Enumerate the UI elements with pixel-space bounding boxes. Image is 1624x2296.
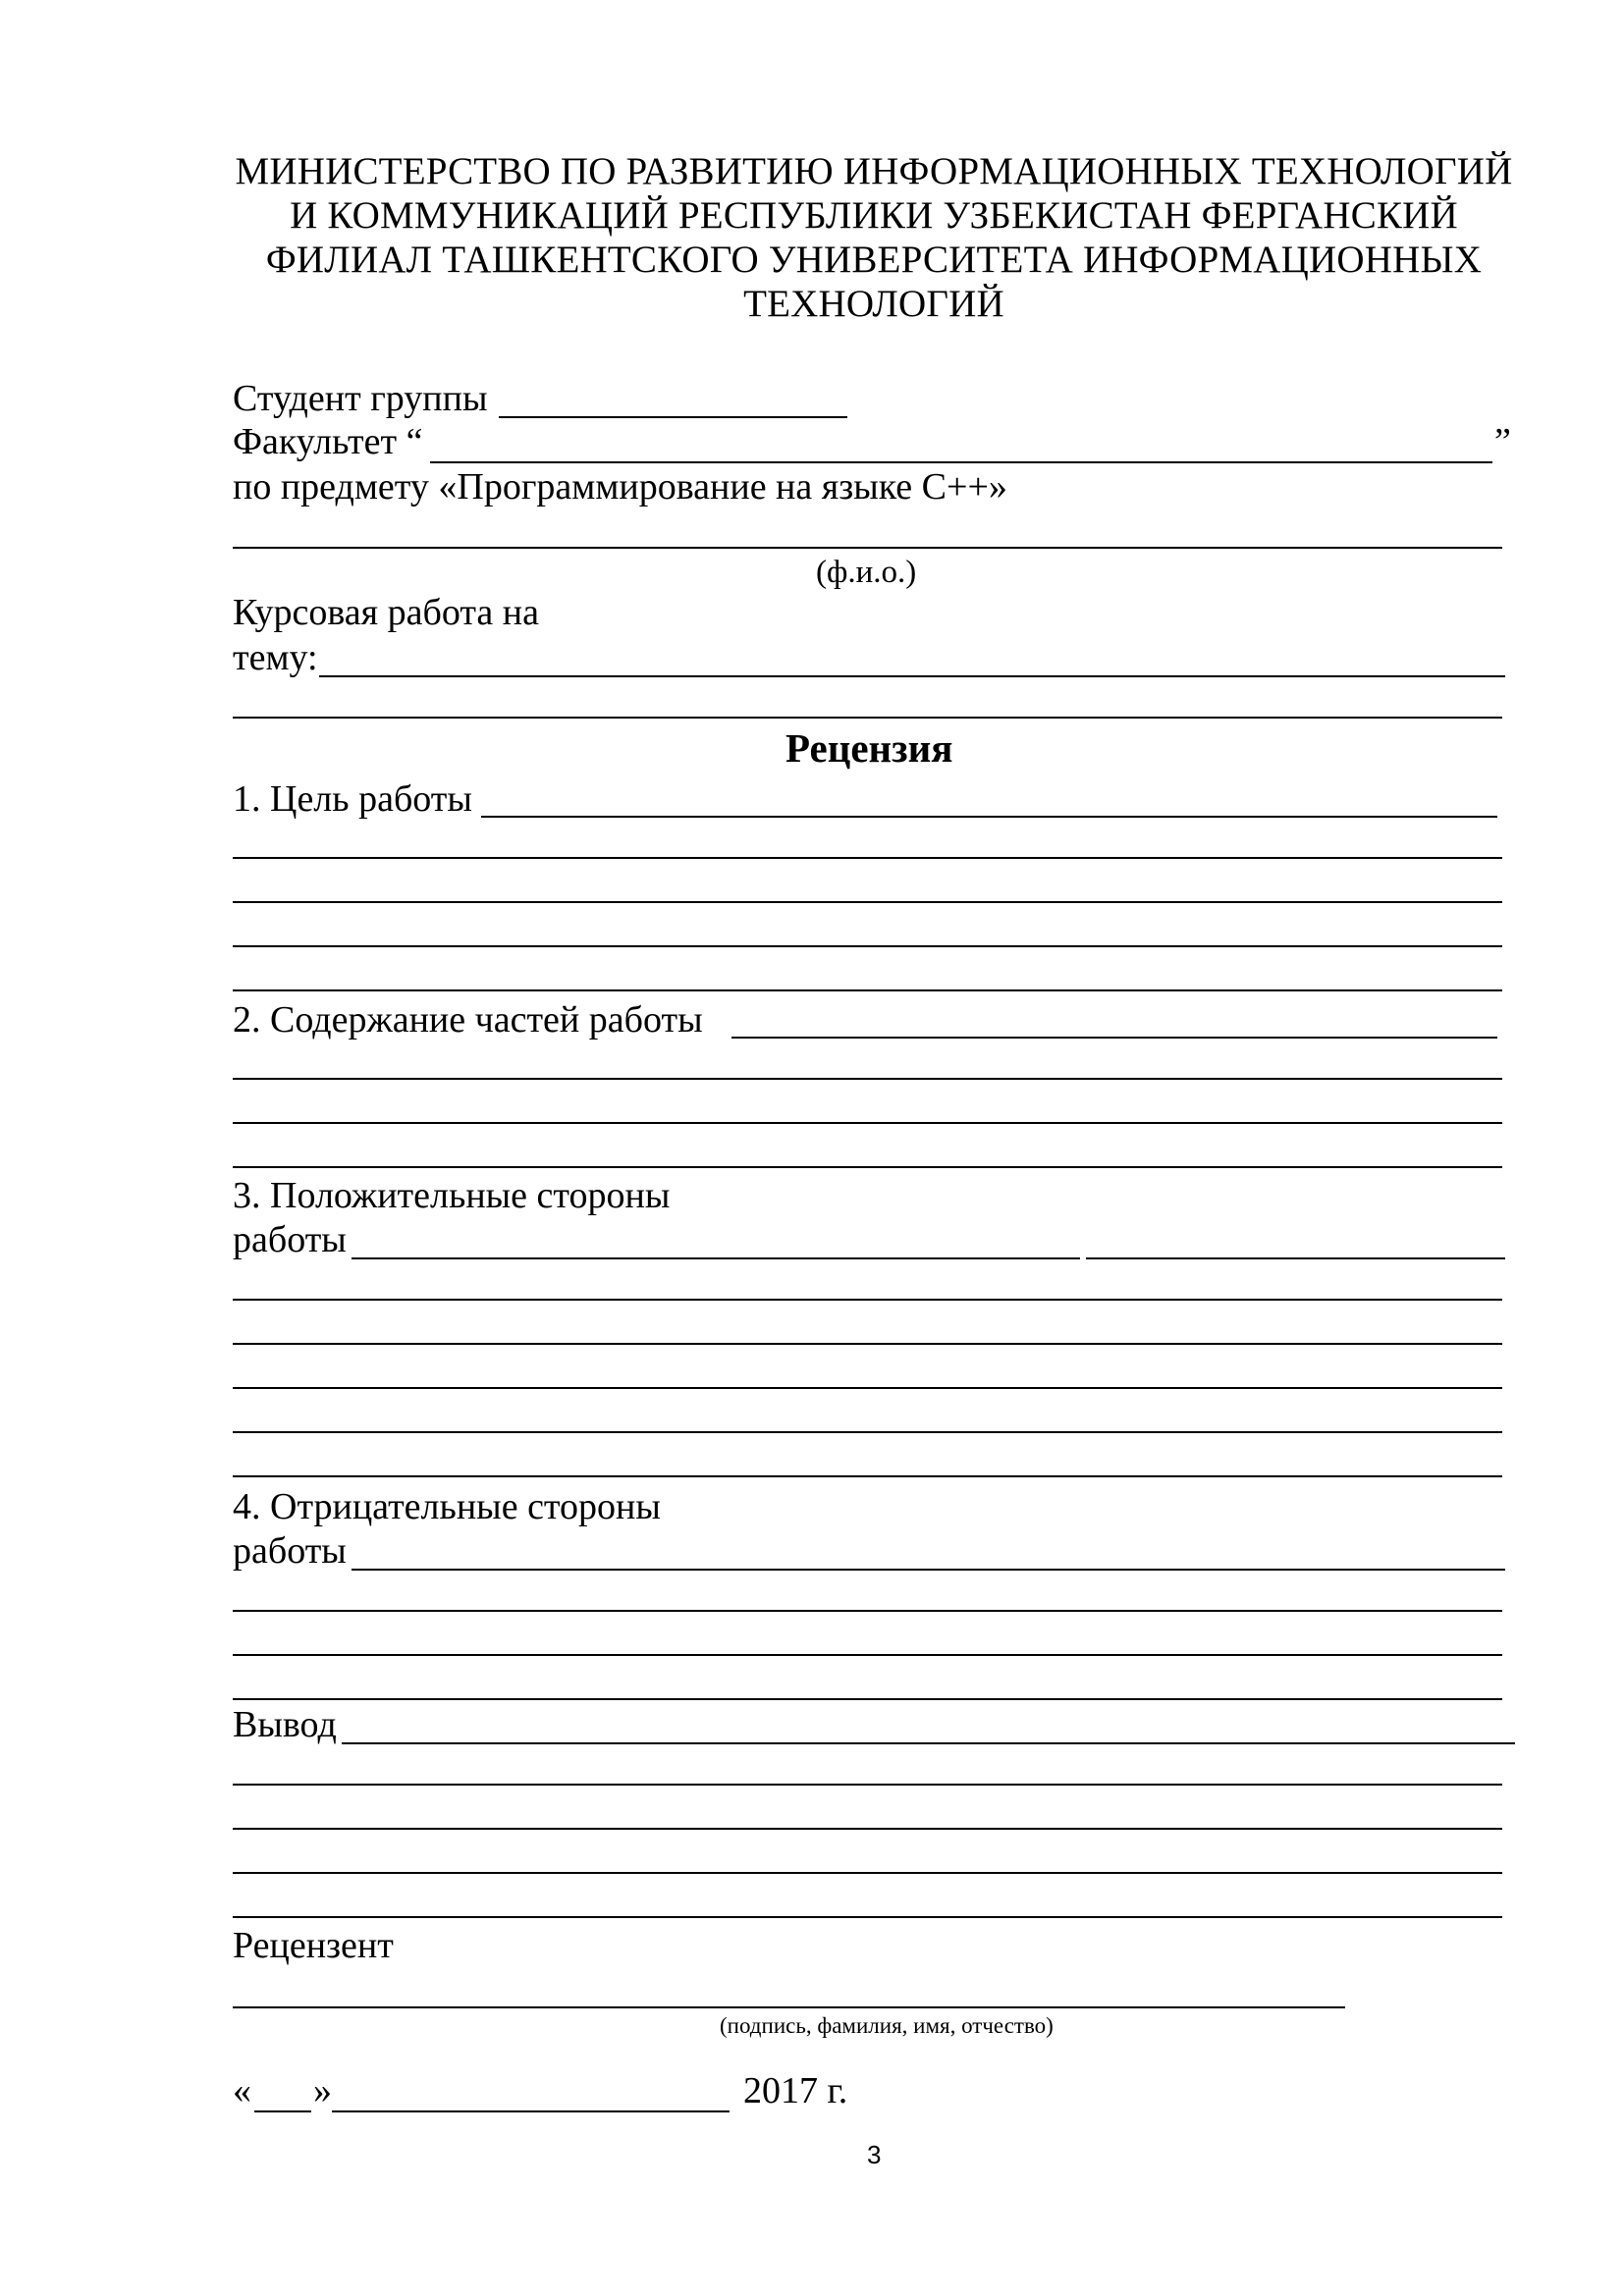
conclusion-line[interactable] bbox=[233, 1784, 1502, 1786]
faculty-line[interactable] bbox=[430, 461, 1492, 463]
student-group-line[interactable] bbox=[499, 416, 847, 418]
section-2-line[interactable] bbox=[731, 1037, 1497, 1039]
section-4-line[interactable] bbox=[233, 1698, 1502, 1700]
topic-label: тему: bbox=[233, 637, 318, 678]
conclusion-label: Вывод bbox=[233, 1704, 337, 1745]
section-4-line[interactable] bbox=[352, 1569, 1505, 1571]
review-title: Рецензия bbox=[785, 725, 953, 771]
reviewer-signature-line[interactable] bbox=[233, 2006, 1345, 2008]
section-3-line[interactable] bbox=[233, 1475, 1502, 1477]
date-close-quote: » bbox=[313, 2070, 332, 2111]
section-3-line[interactable] bbox=[233, 1387, 1502, 1389]
section-2-line[interactable] bbox=[233, 1122, 1502, 1124]
header-line-2: И КОММУНИКАЦИЙ РЕСПУБЛИКИ УЗБЕКИСТАН ФЕРГАНСКИЙ bbox=[290, 194, 1458, 237]
section-4-label-works: работы bbox=[233, 1530, 347, 1572]
section-2-line[interactable] bbox=[233, 1078, 1502, 1080]
section-3-line[interactable] bbox=[233, 1343, 1502, 1345]
section-4-line[interactable] bbox=[233, 1610, 1502, 1612]
section-4-label: 4. Отрицательные стороны bbox=[233, 1486, 661, 1527]
coursework-label: Курсовая работа на bbox=[233, 592, 539, 633]
fio-caption: (ф.и.о.) bbox=[816, 555, 917, 590]
date-open-quote: « bbox=[233, 2070, 251, 2111]
section-1-line[interactable] bbox=[233, 857, 1502, 859]
subject-label: по предмету «Программирование на языке С++» bbox=[233, 466, 1007, 507]
date-month-line[interactable] bbox=[332, 2110, 730, 2112]
date-year: 2017 г. bbox=[743, 2070, 848, 2111]
section-2-label: 2. Содержание частей работы bbox=[233, 999, 703, 1041]
page-number: 3 bbox=[867, 2140, 882, 2169]
header-line-4: ТЕХНОЛОГИЙ bbox=[743, 283, 1004, 325]
conclusion-line[interactable] bbox=[342, 1742, 1515, 1744]
section-3-label: 3. Положительные стороны bbox=[233, 1175, 671, 1216]
topic-line-1[interactable] bbox=[319, 675, 1505, 677]
section-1-line[interactable] bbox=[233, 945, 1502, 947]
conclusion-line[interactable] bbox=[233, 1916, 1502, 1918]
section-3-line[interactable] bbox=[352, 1257, 1080, 1259]
section-1-line[interactable] bbox=[233, 989, 1502, 991]
header-line-3: ФИЛИАЛ ТАШКЕНТСКОГО УНИВЕРСИТЕТА ИНФОРМАЦИОННЫХ bbox=[265, 239, 1483, 281]
date-day-line[interactable] bbox=[254, 2110, 311, 2112]
section-1-line[interactable] bbox=[481, 816, 1497, 818]
conclusion-line[interactable] bbox=[233, 1828, 1502, 1830]
faculty-close-quote: ” bbox=[1494, 421, 1511, 462]
faculty-label: Факультет “ bbox=[233, 421, 423, 462]
section-3-line[interactable] bbox=[233, 1431, 1502, 1433]
section-2-line[interactable] bbox=[233, 1166, 1502, 1168]
header-line-1: МИНИСТЕРСТВО ПО РАЗВИТИЮ ИНФОРМАЦИОННЫХ ТЕХНОЛОГИЙ bbox=[235, 150, 1513, 192]
section-3-label-works: работы bbox=[233, 1219, 347, 1260]
reviewer-label: Рецензент bbox=[233, 1925, 394, 1966]
section-3-line[interactable] bbox=[233, 1299, 1502, 1301]
topic-line-2[interactable] bbox=[233, 717, 1502, 719]
ministry-header bbox=[216, 149, 1532, 326]
student-group-label: Студент группы bbox=[233, 378, 488, 419]
fio-line[interactable] bbox=[233, 547, 1502, 549]
signature-caption: (подпись, фамилия, имя, отчество) bbox=[720, 2013, 1054, 2038]
section-1-line[interactable] bbox=[233, 901, 1502, 903]
conclusion-line[interactable] bbox=[233, 1872, 1502, 1874]
section-4-line[interactable] bbox=[233, 1654, 1502, 1656]
section-3-line[interactable] bbox=[1086, 1257, 1505, 1259]
section-1-label: 1. Цель работы bbox=[233, 778, 472, 820]
